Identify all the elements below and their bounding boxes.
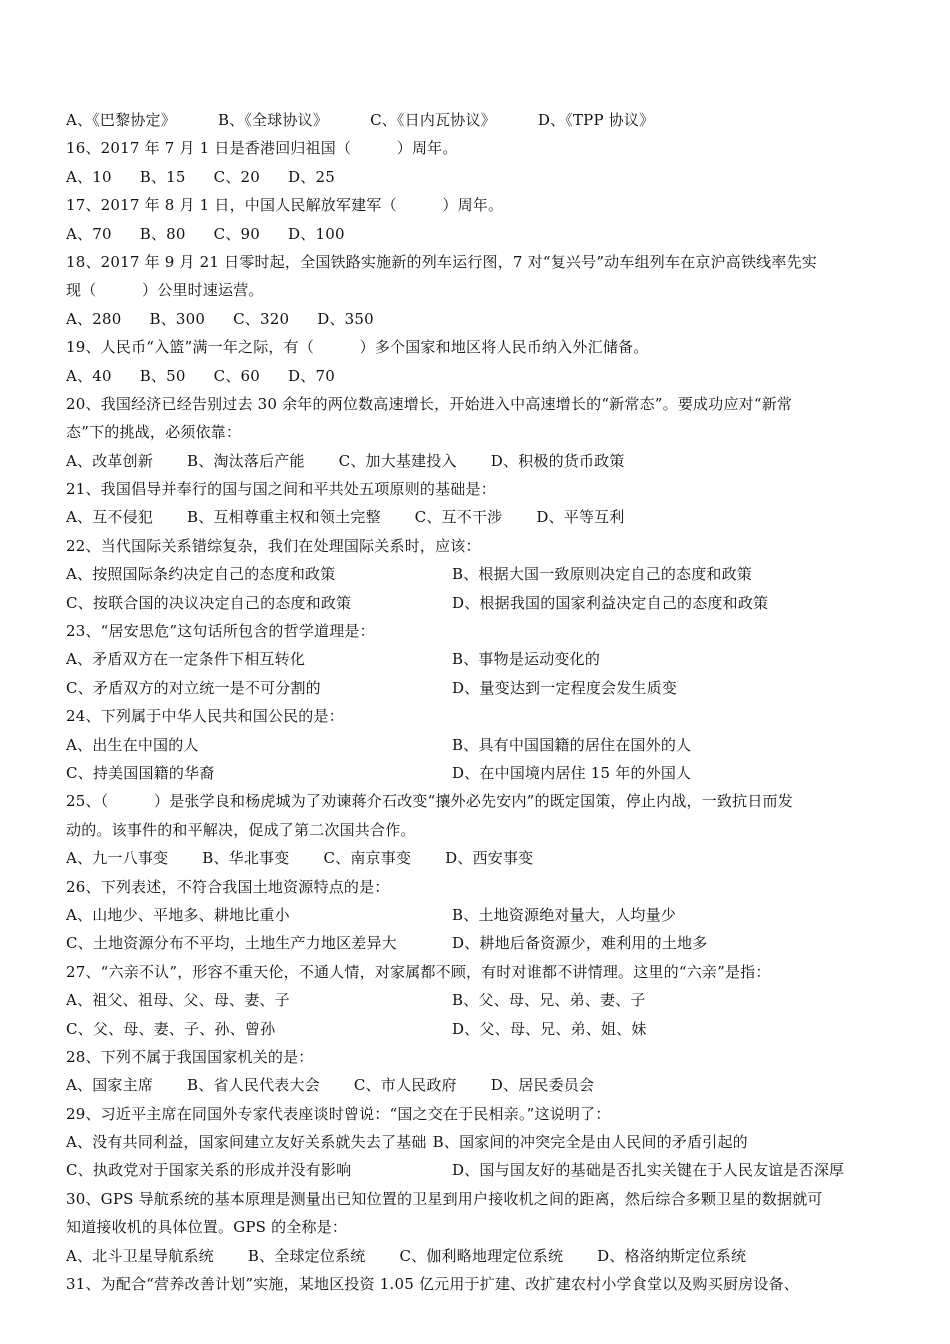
q15-option-b: B、《全球协议》 xyxy=(217,111,329,129)
q29-options-row1 xyxy=(66,1128,896,1156)
q28-options xyxy=(66,1071,896,1099)
q29-option-a: A、没有共同利益，国家间建立友好关系就失去了基础 xyxy=(66,1133,427,1152)
q16-question: 16、2017 年 7 月 1 日是香港回归祖国（ ）周年。 xyxy=(66,139,458,158)
q27-options-row1 xyxy=(66,986,896,1014)
q26-option-c: C、土地资源分布不平均，土地生产力地区差异大 xyxy=(66,934,397,953)
q27-option-c: C、父、母、妻、子、孙、曾孙 xyxy=(66,1019,276,1038)
q22-options-row1 xyxy=(66,560,896,588)
q21-options xyxy=(66,503,896,531)
q21-option-a: A、互不侵犯 xyxy=(66,508,154,527)
q24-option-d: D、在中国境内居住 15 年的外国人 xyxy=(452,763,692,782)
q15-option-a: A、《巴黎协定》 xyxy=(66,111,176,129)
q18-option-c: C、320 xyxy=(233,309,290,328)
q24-options-row1 xyxy=(66,731,896,759)
q23-option-d: D、量变达到一定程度会发生质变 xyxy=(452,678,678,697)
q23-options-row2 xyxy=(66,674,896,702)
q18-question-line2: 现（ ）公里时速运营。 xyxy=(66,281,264,300)
q30-options xyxy=(66,1242,896,1270)
q29-question: 29、习近平主席在同国外专家代表座谈时曾说：“国之交在于民相亲。”这说明了： xyxy=(66,1104,611,1123)
q29-options-row2 xyxy=(66,1156,896,1184)
q22-option-c: C、按联合国的决议决定自己的态度和政策 xyxy=(66,593,352,612)
q23-option-c: C、矛盾双方的对立统一是不可分割的 xyxy=(66,678,321,697)
q27-question: 27、“六亲不认”，形容不重天伦，不通人情，对家属都不顾，有时对谁都不讲情理。这里的“六亲”是指： xyxy=(66,962,771,981)
q27-option-a: A、祖父、祖母、父、母、妻、子 xyxy=(66,991,290,1010)
q21-question: 21、我国倡导并奉行的国与国之间和平共处五项原则的基础是： xyxy=(66,480,496,499)
q30-option-c: C、伽利略地理定位系统 xyxy=(399,1246,564,1265)
q24-question: 24、下列属于中华人民共和国公民的是： xyxy=(66,707,344,726)
q25-option-a: A、九一八事变 xyxy=(66,849,169,868)
q29-option-d: D、国与国友好的基础是否扎实关键在于人民友谊是否深厚 xyxy=(452,1161,845,1180)
q25-options xyxy=(66,844,896,872)
q18-option-b: B、300 xyxy=(149,309,206,328)
q23-option-b: B、事物是运动变化的 xyxy=(452,650,601,669)
q24-option-a: A、出生在中国的人 xyxy=(66,735,199,754)
q28-option-d: D、居民委员会 xyxy=(490,1076,595,1095)
q15-options xyxy=(66,106,896,134)
q26-options-row2 xyxy=(66,929,896,957)
q23-options-row1 xyxy=(66,645,896,673)
q20-options xyxy=(66,447,896,475)
q16-option-a: A、10 xyxy=(66,167,112,186)
q27-options-row2 xyxy=(66,1015,896,1043)
q24-option-c: C、持美国国籍的华裔 xyxy=(66,763,215,782)
q21-option-d: D、平等互利 xyxy=(536,508,625,527)
q22-option-b: B、根据大国一致原则决定自己的态度和政策 xyxy=(452,565,753,584)
q19-options xyxy=(66,362,896,390)
q16-options xyxy=(66,163,896,191)
q26-options-row1 xyxy=(66,901,896,929)
q20-question-line1: 20、我国经济已经告别过去 30 余年的两位数高速增长，开始进入中高速增长的“新常态”。要成功应对“新常 xyxy=(66,394,793,413)
q25-option-c: C、南京事变 xyxy=(323,849,412,868)
q17-question: 17、2017 年 8 月 1 日，中国人民解放军建军（ ）周年。 xyxy=(66,196,504,215)
q29-option-b: B、国家间的冲突完全是由人民间的矛盾引起的 xyxy=(432,1133,748,1152)
q20-option-c: C、加大基建投入 xyxy=(338,451,457,470)
q26-question: 26、下列表述，不符合我国土地资源特点的是： xyxy=(66,877,390,896)
q21-option-b: B、互相尊重主权和领土完整 xyxy=(187,508,381,527)
q22-option-a: A、按照国际条约决定自己的态度和政策 xyxy=(66,565,336,584)
q17-options xyxy=(66,220,896,248)
q18-option-d: D、350 xyxy=(317,309,374,328)
q30-option-b: B、全球定位系统 xyxy=(247,1246,366,1265)
q30-option-d: D、格洛纳斯定位系统 xyxy=(597,1246,747,1265)
q24-option-b: B、具有中国国籍的居住在国外的人 xyxy=(452,735,692,754)
q22-option-d: D、根据我国的国家利益决定自己的态度和政策 xyxy=(452,593,769,612)
q22-options-row2 xyxy=(66,589,896,617)
q20-question-line2: 态”下的挑战，必须依靠： xyxy=(66,423,242,442)
q16-option-b: B、15 xyxy=(139,167,186,186)
q27-option-b: B、父、母、兄、弟、妻、子 xyxy=(452,991,646,1010)
q30-question-line1: 30、GPS 导航系统的基本原理是测量出已知位置的卫星到用户接收机之间的距离，然后综合多颗卫星的数据就可 xyxy=(66,1189,823,1208)
q17-option-b: B、80 xyxy=(139,224,186,243)
q29-option-c: C、执政党对于国家关系的形成并没有影响 xyxy=(66,1161,352,1180)
q20-option-a: A、改革创新 xyxy=(66,451,154,470)
q19-option-c: C、60 xyxy=(213,366,261,385)
q24-options-row2 xyxy=(66,759,896,787)
q22-question: 22、当代国际关系错综复杂，我们在处理国际关系时，应该： xyxy=(66,536,481,555)
q20-option-b: B、淘汰落后产能 xyxy=(187,451,305,470)
q26-option-b: B、土地资源绝对量大，人均量少 xyxy=(452,905,677,924)
q25-question-line2: 动的。该事件的和平解决，促成了第二次国共合作。 xyxy=(66,820,416,839)
q25-option-d: D、西安事变 xyxy=(445,849,534,868)
q18-option-a: A、280 xyxy=(66,309,122,328)
q16-option-d: D、25 xyxy=(288,167,335,186)
q15-option-d: D、《TPP 协议》 xyxy=(537,111,655,129)
q31-question: 31、为配合“营养改善计划”实施，某地区投资 1.05 亿元用于扩建、改扩建农村小学食堂以及购买厨房设备、 xyxy=(66,1275,799,1294)
q30-option-a: A、北斗卫星导航系统 xyxy=(66,1246,214,1265)
q18-question-line1: 18、2017 年 9 月 21 日零时起，全国铁路实施新的列车运行图，7 对“复兴号”动车组列车在京沪高铁线率先实 xyxy=(66,252,817,271)
q19-option-d: D、70 xyxy=(288,366,335,385)
q17-option-d: D、100 xyxy=(288,224,345,243)
q17-option-c: C、90 xyxy=(213,224,261,243)
q19-option-b: B、50 xyxy=(139,366,186,385)
q25-question-line1: 25、（ ）是张学良和杨虎城为了劝谏蒋介石改变“攘外必先安内”的既定国策，停止内战，一致抗日而发 xyxy=(66,792,793,811)
q19-option-a: A、40 xyxy=(66,366,112,385)
q25-option-b: B、华北事变 xyxy=(202,849,290,868)
q16-option-c: C、20 xyxy=(213,167,261,186)
q26-option-d: D、耕地后备资源少，难利用的土地多 xyxy=(452,934,708,953)
q27-option-d: D、父、母、兄、弟、姐、妹 xyxy=(452,1019,647,1038)
q28-option-c: C、市人民政府 xyxy=(353,1076,457,1095)
q18-options xyxy=(66,305,896,333)
exam-page xyxy=(66,106,896,1298)
q20-option-d: D、积极的货币政策 xyxy=(490,451,625,470)
q28-question: 28、下列不属于我国国家机关的是： xyxy=(66,1047,314,1066)
q28-option-b: B、省人民代表大会 xyxy=(187,1076,320,1095)
q19-question: 19、人民币“入篮”满一年之际，有（ ）多个国家和地区将人民币纳入外汇储备。 xyxy=(66,338,649,357)
q23-question: 23、“居安思危”这句话所包含的哲学道理是： xyxy=(66,622,375,641)
q17-option-a: A、70 xyxy=(66,224,112,243)
q23-option-a: A、矛盾双方在一定条件下相互转化 xyxy=(66,650,306,669)
q26-option-a: A、山地少、平地多、耕地比重小 xyxy=(66,905,290,924)
q21-option-c: C、互不干涉 xyxy=(414,508,503,527)
q30-question-line2: 知道接收机的具体位置。GPS 的全称是： xyxy=(66,1218,348,1237)
q28-option-a: A、国家主席 xyxy=(66,1076,154,1095)
q15-option-c: C、《日内瓦协议》 xyxy=(370,111,496,129)
